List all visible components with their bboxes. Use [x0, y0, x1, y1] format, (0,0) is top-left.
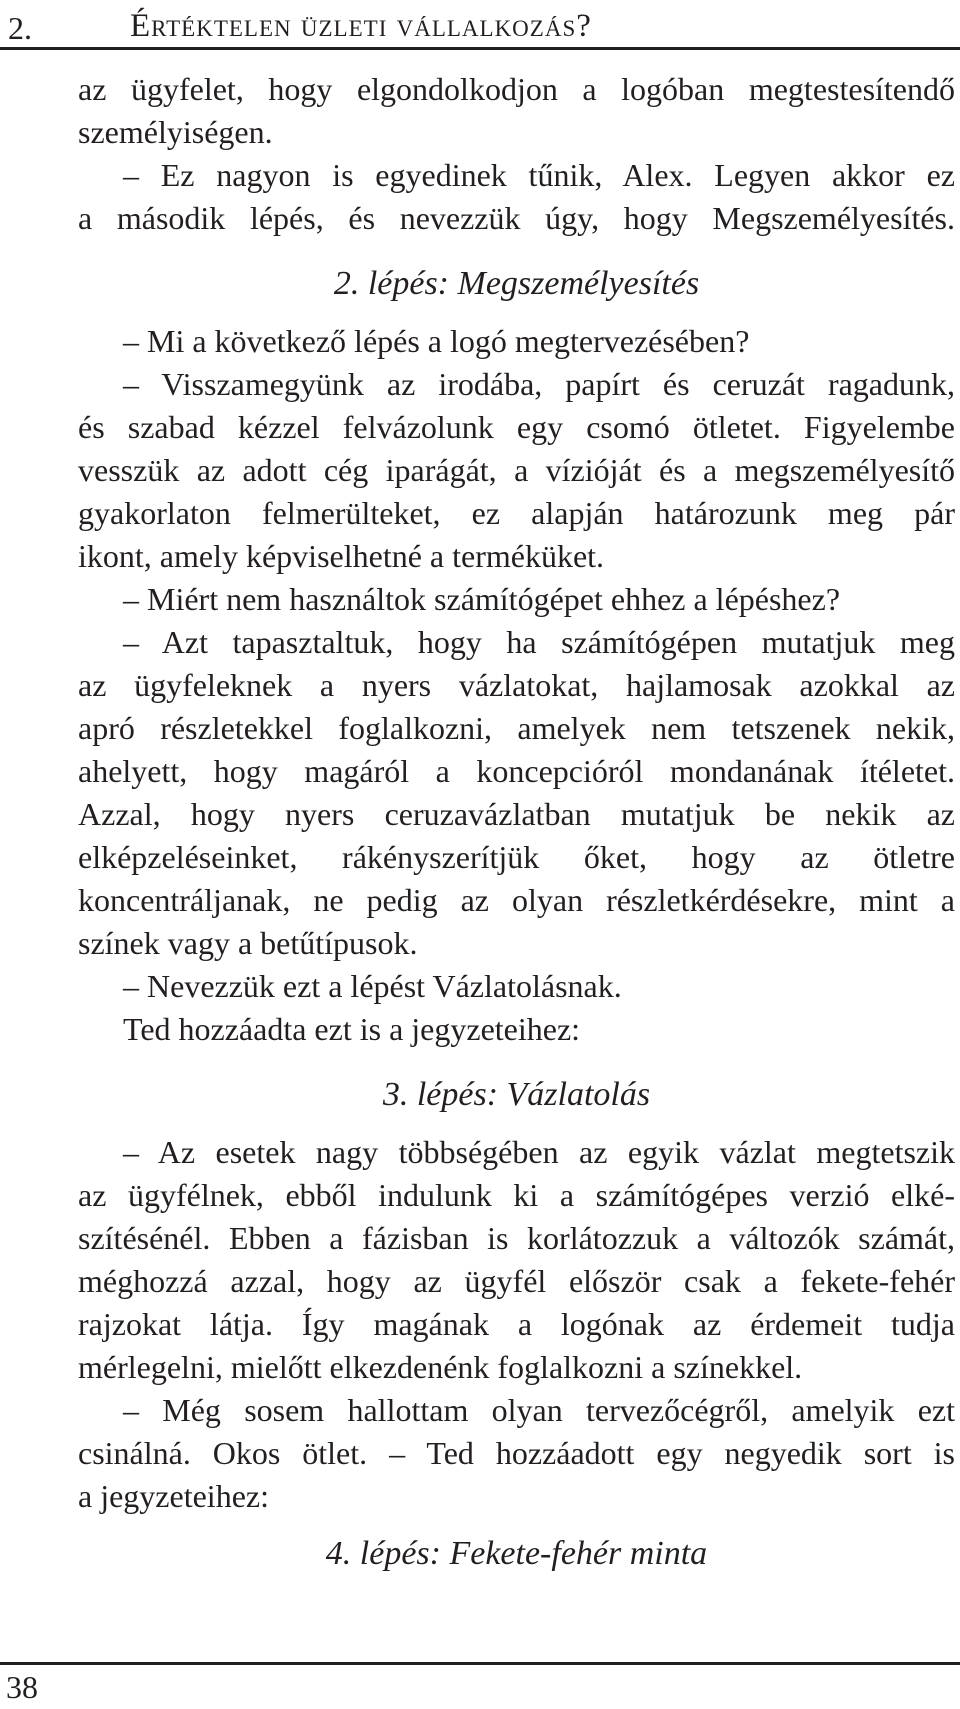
text-line: méghozzá azzal, hogy az ügyfél először csak a fekete-fehér: [78, 1263, 955, 1299]
text-line: apró részletekkel foglalkozni, amelyek nem tetszenek nekik,: [78, 710, 955, 746]
step-heading: 2. lépés: Megszemélyesítés: [333, 265, 700, 302]
page-number: 38: [6, 1669, 38, 1705]
text-line: színek vagy a betűtípusok.: [78, 925, 418, 961]
header-rule: [0, 47, 960, 50]
text-line: – Ez nagyon is egyedinek tűnik, Alex. Legyen akkor ez: [123, 157, 955, 193]
text-line: az ügyfelet, hogy elgondolkodjon a logóban megtestesítendő: [78, 71, 955, 107]
text-line: Azzal, hogy nyers ceruzavázlatban mutatjuk be nekik az: [78, 796, 955, 832]
text-line: mérlegelni, mielőtt elkezdenénk foglalkozni a színekkel.: [78, 1349, 803, 1385]
step-heading: 4. lépés: Fekete-fehér minta: [325, 1535, 708, 1572]
text-line: – Mi a következő lépés a logó megtervezésében?: [123, 323, 750, 359]
text-line: a jegyzeteihez:: [78, 1478, 269, 1514]
text-line: és szabad kézzel felvázolunk egy csomó ötletet. Figyelembe: [78, 409, 955, 445]
text-line: személyiségen.: [78, 114, 273, 150]
text-line: – Még sosem hallottam olyan tervezőcégről, amelyik ezt: [123, 1392, 955, 1428]
chapter-title: Értéktelen üzleti vállalkozás?: [130, 8, 592, 44]
text-line: az ügyfeleknek a nyers vázlatokat, hajlamosak azokkal az: [78, 667, 955, 703]
text-line: gyakorlaton felmerülteket, ez alapján határozunk meg pár: [78, 495, 955, 531]
footer-rule: [0, 1662, 960, 1665]
step-heading: 3. lépés: Vázlatolás: [382, 1076, 651, 1113]
text-line: ikont, amely képviselhetné a terméküket.: [78, 538, 605, 574]
text-line: ahelyett, hogy magáról a koncepcióról mondanának ítéletet.: [78, 753, 955, 789]
text-line: elképzeléseinket, rákényszerítjük őket, hogy az ötletre: [78, 839, 955, 875]
text-line: – Azt tapasztaltuk, hogy ha számítógépen mutatjuk meg: [123, 624, 955, 660]
body-text: [78, 68, 955, 1590]
text-line: – Nevezzük ezt a lépést Vázlatolásnak.: [123, 968, 622, 1004]
text-line: koncentráljanak, ne pedig az olyan részletkérdésekre, mint a: [78, 882, 955, 918]
chapter-number: 2.: [8, 10, 32, 46]
text-line: a második lépés, és nevezzük úgy, hogy Megszemélyesítés.: [78, 200, 955, 236]
text-line: – Visszamegyünk az irodába, papírt és ceruzát ragadunk,: [123, 366, 955, 402]
text-line: rajzokat látja. Így magának a logónak az érdemeit tudja: [78, 1306, 955, 1342]
text-line: – Miért nem használtok számítógépet ehhez a lépéshez?: [123, 581, 841, 617]
text-line: Ted hozzáadta ezt is a jegyzeteihez:: [123, 1011, 581, 1047]
text-line: – Az esetek nagy többségében az egyik vázlat megtetszik: [123, 1134, 955, 1170]
text-line: vesszük az adott cég iparágát, a vízióját és a megszemélyesítő: [78, 452, 955, 488]
text-line: szítésénél. Ebben a fázisban is korlátozzuk a változók számát,: [78, 1220, 955, 1256]
text-line: az ügyfélnek, ebből indulunk ki a számítógépes verzió elké-: [78, 1177, 955, 1213]
text-line: csinálná. Okos ötlet. – Ted hozzáadott egy negyedik sort is: [78, 1435, 955, 1471]
running-header: [0, 0, 960, 48]
